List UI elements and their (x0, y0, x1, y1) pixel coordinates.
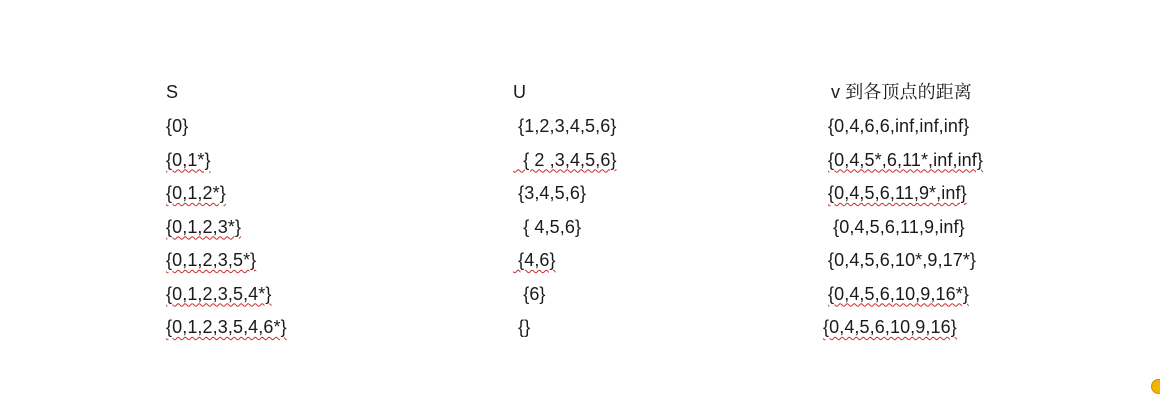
u-row: {6} (513, 283, 546, 304)
s-row-text: {0,1,2,3,5*} (166, 250, 257, 270)
s-row (166, 313, 287, 347)
distance-row (828, 146, 983, 180)
u-row-text: {4,6} (513, 250, 556, 270)
distance-row (823, 313, 983, 347)
s-row-text: {0,1*} (166, 149, 211, 170)
column-distance (823, 78, 983, 347)
distance-row (828, 179, 983, 213)
header-u: U (513, 82, 527, 102)
s-row: {0} (166, 116, 189, 136)
u-row-text: { 2 ,3,4,5,6} (513, 149, 617, 170)
column-s (166, 78, 287, 347)
s-row-text: {0,1,2,3,5,4,6*} (166, 317, 287, 337)
distance-row: {0,4,6,6,inf,inf,inf} (828, 116, 970, 136)
corner-status-icon (1151, 379, 1160, 394)
distance-row-text: {0,4,5,6,10,9,16*} (828, 283, 969, 304)
u-row: { 4,5,6} (513, 216, 582, 237)
s-row (166, 246, 287, 280)
s-row (166, 280, 287, 314)
s-row (166, 146, 287, 180)
column-u (513, 78, 617, 347)
u-row: {1,2,3,4,5,6} (513, 116, 617, 136)
u-row (513, 146, 617, 180)
s-row-text: {0,1,2*} (166, 183, 226, 203)
s-row-text: {0,1,2,3*} (166, 216, 242, 237)
u-row: {3,4,5,6} (513, 183, 587, 203)
s-row-text: {0,1,2,3,5,4*} (166, 283, 272, 304)
distance-row-text: {0,4,5*,6,11*,inf,inf} (828, 149, 983, 170)
u-row: {} (513, 317, 531, 337)
distance-row-text: {0,4,5,6,10,9,16} (823, 317, 957, 337)
distance-row-text: {0,4,5,6,11,9*,inf} (828, 183, 967, 203)
header-distance: v 到各顶点的距离 (831, 82, 972, 102)
s-row (166, 213, 287, 247)
distance-row: {0,4,5,6,11,9,inf} (828, 216, 965, 237)
u-row (513, 246, 617, 280)
distance-row: {0,4,5,6,10*,9,17*} (828, 250, 977, 270)
header-s: S (166, 82, 179, 102)
distance-row (828, 280, 983, 314)
s-row (166, 179, 287, 213)
